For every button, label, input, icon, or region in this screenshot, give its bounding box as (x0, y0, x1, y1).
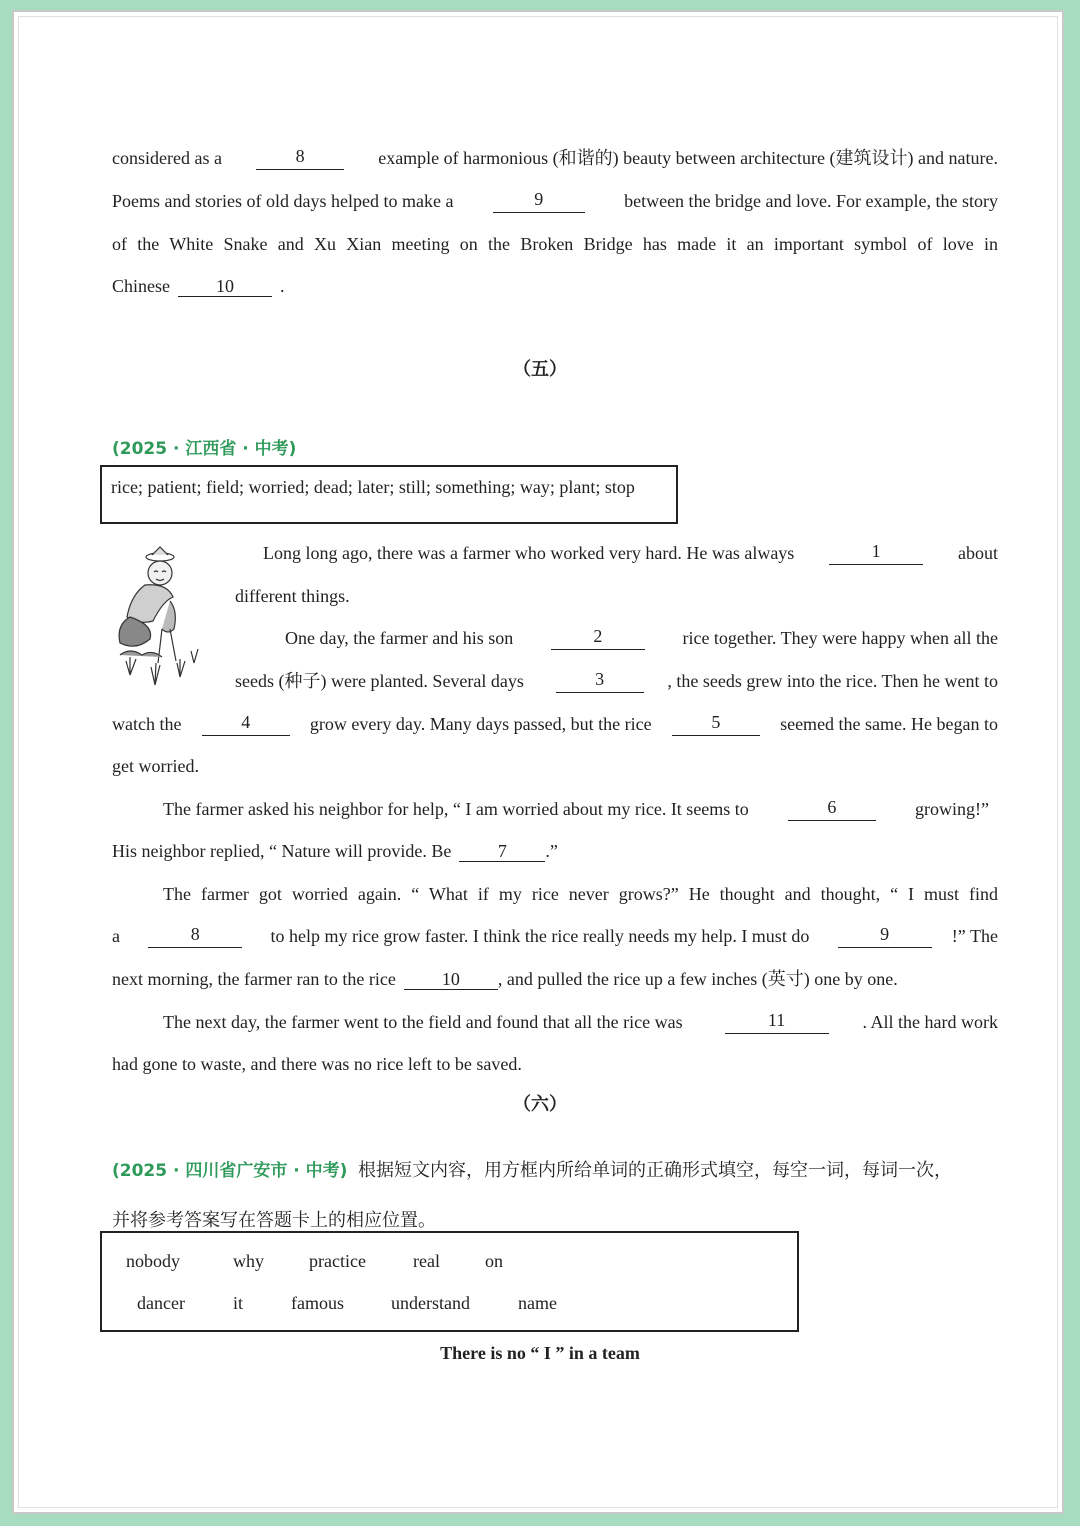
passage-line (112, 274, 998, 298)
text: !” The (951, 926, 998, 946)
word-row (126, 1251, 503, 1272)
passage-line (112, 924, 998, 948)
instruction-text: 根据短文内容，用方框内所给单词的正确形式填空，每空一词，每词一次， (357, 1160, 952, 1180)
text: a (112, 926, 120, 946)
passage-title: There is no “ I ” in a team (440, 1343, 640, 1363)
word-box (100, 465, 678, 524)
passage-line (163, 1010, 998, 1034)
source-tag: (2025 · 四川省广安市 · 中考) (112, 1161, 348, 1181)
section-title-5: （五） (513, 359, 567, 380)
word: understand (391, 1293, 470, 1313)
text: Long long ago, there was a farmer who worked very hard. He was always (263, 543, 795, 563)
answer-blank-9[interactable]: 9 (838, 924, 932, 948)
word: on (485, 1251, 503, 1271)
text: growing!” (915, 799, 989, 819)
word-box (100, 1231, 799, 1332)
text: . All the hard work (862, 1012, 998, 1032)
text: seemed the same. He began to (780, 714, 998, 734)
text: watch the (112, 714, 182, 734)
instruction-line (112, 1158, 998, 1183)
word: it (233, 1293, 244, 1313)
word: practice (309, 1251, 366, 1271)
section-title-6: （六） (513, 1094, 567, 1115)
word: real (413, 1251, 440, 1271)
worksheet-page (12, 10, 1064, 1514)
word-list: rice; patient; field; worried; dead; later; still; something; way; plant; stop (111, 477, 635, 497)
answer-blank-8[interactable]: 8 (148, 924, 242, 948)
passage-line (112, 146, 998, 170)
word: dancer (137, 1293, 185, 1313)
passage-line (163, 797, 989, 821)
answer-blank-4[interactable]: 4 (202, 712, 290, 736)
passage-line (112, 712, 998, 736)
passage-line (112, 839, 998, 863)
passage-line (285, 626, 998, 650)
text: , and pulled the rice up a few inches (英寸) one by one. (497, 969, 898, 989)
answer-blank-1[interactable]: 1 (829, 541, 923, 565)
answer-blank-6[interactable]: 6 (788, 797, 876, 821)
text: rice together. They were happy when all the (682, 628, 998, 648)
passage-line (112, 189, 998, 213)
text: Poems and stories of old days helped to make a (112, 191, 454, 211)
instruction-line: 并将参考答案写在答题卡上的相应位置。 (112, 1210, 436, 1230)
text: The next day, the farmer went to the field and found that all the rice was (163, 1012, 683, 1032)
answer-blank-2[interactable]: 2 (551, 626, 645, 650)
text: His neighbor replied, “ Nature will provide. Be (112, 841, 452, 861)
text: seeds (种子) were planted. Several days (235, 671, 524, 691)
passage-line: different things. (235, 586, 350, 606)
answer-blank-10[interactable]: 10 (404, 969, 498, 990)
source-label (112, 436, 998, 461)
word: why (233, 1251, 264, 1271)
answer-blank-8[interactable]: 8 (256, 146, 344, 170)
text: between the bridge and love. For example, the story (624, 191, 998, 211)
passage-line (263, 541, 998, 565)
answer-blank-10[interactable]: 10 (178, 276, 272, 297)
source-tag: (2025 · 江西省 · 中考) (112, 439, 297, 459)
farmer-planting-rice-icon (100, 545, 210, 695)
text: Chinese (112, 276, 170, 296)
answer-blank-9[interactable]: 9 (493, 189, 585, 213)
answer-blank-7[interactable]: 7 (459, 841, 545, 862)
answer-blank-5[interactable]: 5 (672, 712, 760, 736)
text: considered as a (112, 148, 222, 168)
word: nobody (126, 1251, 180, 1271)
passage-line: had gone to waste, and there was no rice left to be saved. (112, 1054, 522, 1074)
answer-blank-11[interactable]: 11 (725, 1010, 829, 1034)
passage-line: of the White Snake and Xu Xian meeting on the Broken Bridge has made it an important symbol of love in (112, 234, 998, 254)
text: example of harmonious (和谐的) beauty between architecture (建筑设计) and nature. (378, 148, 998, 168)
word: name (518, 1293, 557, 1313)
passage-line (235, 669, 998, 693)
text: . (280, 276, 285, 296)
text: grow every day. Many days passed, but the rice (309, 714, 652, 734)
passage-line (112, 967, 998, 991)
text: to help my rice grow faster. I think the rice really needs my help. I must do (270, 926, 810, 946)
text: next morning, the farmer ran to the rice (112, 969, 396, 989)
passage-line: get worried. (112, 756, 199, 776)
word-row (137, 1293, 557, 1314)
word: famous (291, 1293, 344, 1313)
passage-line: The farmer got worried again. “ What if my rice never grows?” He thought and thought, “ I must find (163, 884, 998, 904)
text: One day, the farmer and his son (285, 628, 514, 648)
text: about (957, 543, 998, 563)
text: .” (545, 841, 558, 861)
text: , the seeds grew into the rice. Then he went to (667, 671, 998, 691)
text: The farmer asked his neighbor for help, “ I am worried about my rice. It seems to (163, 799, 749, 819)
answer-blank-3[interactable]: 3 (556, 669, 644, 693)
